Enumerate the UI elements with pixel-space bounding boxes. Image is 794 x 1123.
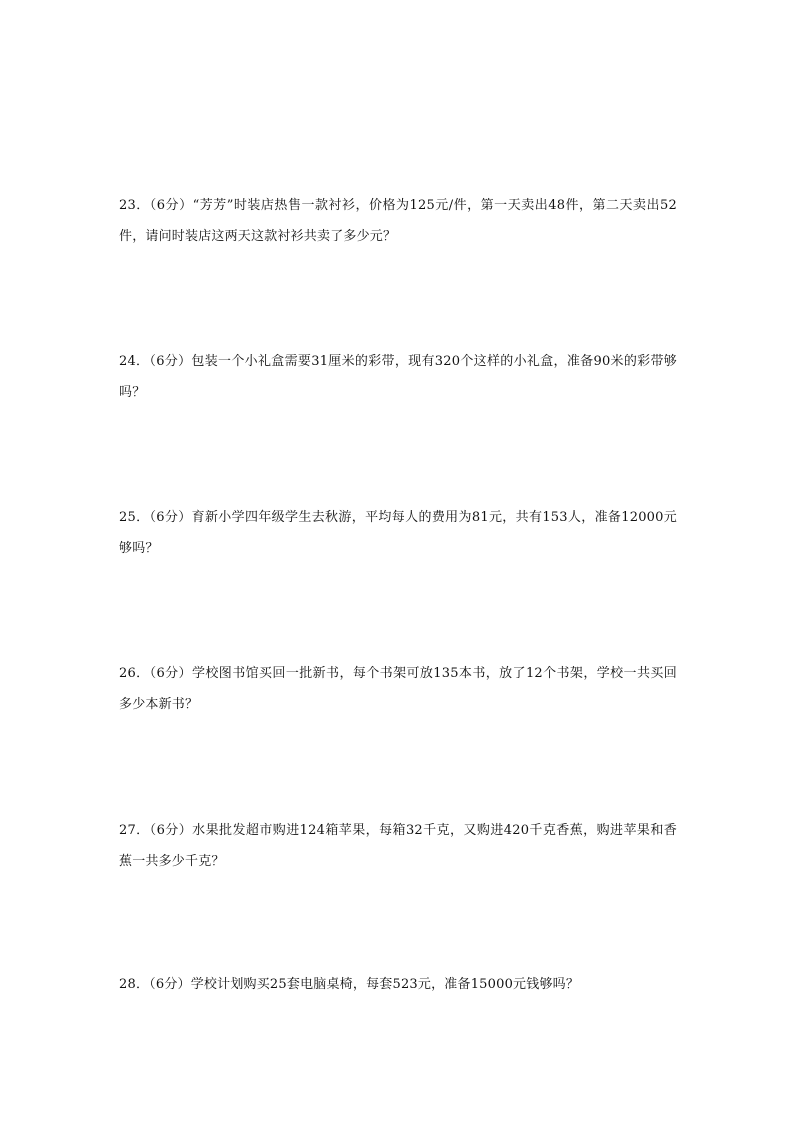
question-number: 28．: [119, 977, 150, 992]
question-text: 包装一个小礼盒需要31厘米的彩带，现有320个这样的小礼盒，准备90米的彩带够吗？: [119, 354, 677, 400]
question-text: 水果批发超市购进124箱苹果，每箱32千克，又购进420千克香蕉，购进苹果和香蕉一共多少千克？: [119, 823, 677, 869]
question-25: [119, 502, 677, 564]
question-text: 学校图书馆买回一批新书，每个书架可放135本书，放了12个书架，学校一共买回多少本新书？: [119, 666, 677, 712]
question-text: 学校计划购买25套电脑桌椅，每套523元，准备15000元钱够吗？: [190, 977, 580, 992]
question-points: （6分）: [149, 977, 191, 992]
question-number: 24．: [119, 354, 150, 369]
question-points: （6分）: [149, 666, 192, 681]
question-text: “芳芳”时装店热售一款衬衫，价格为125元/件，第一天卖出48件，第二天卖出52件，请问时装店这两天这款衬衫共卖了多少元？: [119, 198, 677, 244]
question-28: [119, 969, 677, 1000]
question-26: [119, 658, 677, 720]
question-27: [119, 815, 677, 877]
question-points: （6分）: [149, 354, 192, 369]
question-number: 27．: [119, 823, 150, 838]
question-number: 25．: [119, 510, 150, 525]
question-points: （6分）: [149, 510, 192, 525]
question-number: 23．: [119, 198, 150, 213]
question-text: 育新小学四年级学生去秋游，平均每人的费用为81元，共有153人，准备12000元够吗？: [119, 510, 677, 556]
question-number: 26．: [119, 666, 150, 681]
question-23: [119, 190, 677, 252]
question-points: （6分）: [149, 198, 193, 213]
question-24: [119, 346, 677, 408]
question-points: （6分）: [149, 823, 193, 838]
